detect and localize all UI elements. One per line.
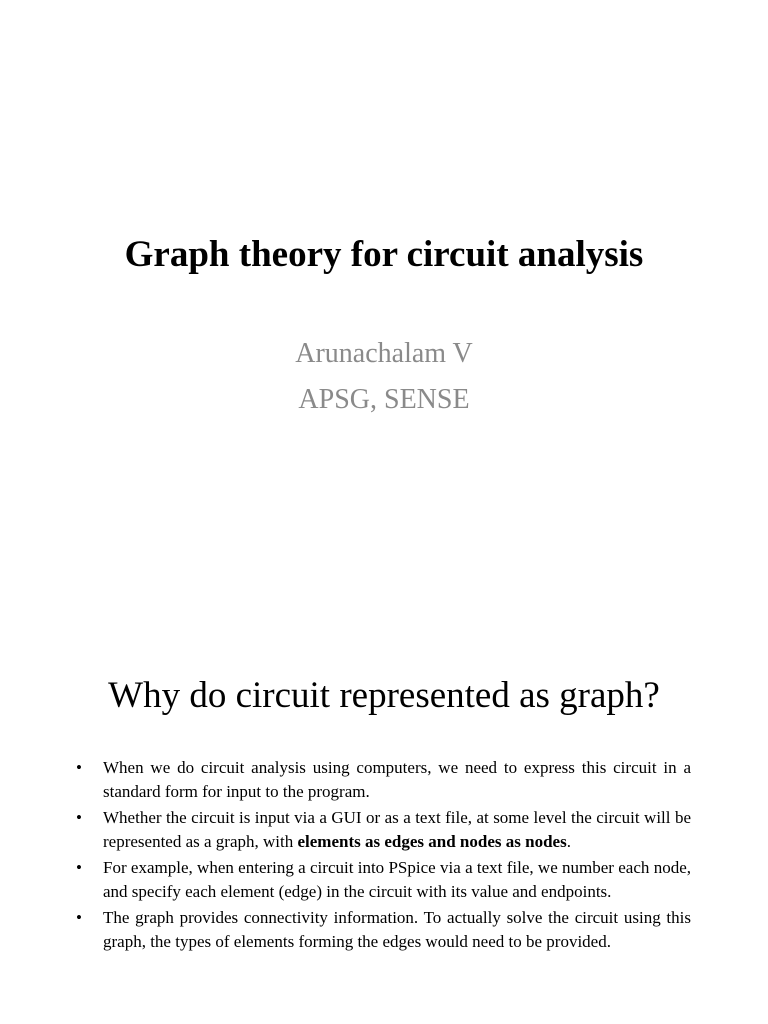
bullet-text: For example, when entering a circuit into PSpice via a text file, we number each node, and specify each element (edge) in the circuit with its value and endpoints.: [103, 858, 691, 901]
bullet-text: When we do circuit analysis using computers, we need to express this circuit in a standard form for input to the program.: [103, 758, 691, 801]
bullet-bold-text: elements as edges and nodes as nodes: [297, 831, 567, 851]
bullet-marker: •: [76, 808, 82, 827]
bullet-text: The graph provides connectivity information. To actually solve the circuit using this graph, the types of elements forming the edges would need to be provided.: [103, 908, 691, 951]
bullet-item: [0, 906, 691, 953]
bullet-marker: •: [76, 758, 82, 777]
bullet-item: [0, 756, 691, 803]
slide-heading: Why do circuit represented as graph?: [108, 675, 660, 716]
content-slide: [0, 640, 768, 1024]
bullet-marker: •: [76, 858, 82, 877]
bullet-item: [0, 806, 691, 853]
author-affiliation: APSG, SENSE: [298, 384, 470, 415]
slide-title: Graph theory for circuit analysis: [124, 234, 644, 275]
bullet-marker: •: [76, 908, 82, 927]
bullet-list: [0, 756, 768, 956]
bullet-text: Whether the circuit is input via a GUI or as a text file, at some level the circuit will be represented as a graph, with: [103, 808, 691, 851]
bullet-text-end: .: [566, 831, 571, 851]
author-name: Arunachalam V: [295, 338, 473, 369]
bullet-item: [0, 856, 691, 903]
